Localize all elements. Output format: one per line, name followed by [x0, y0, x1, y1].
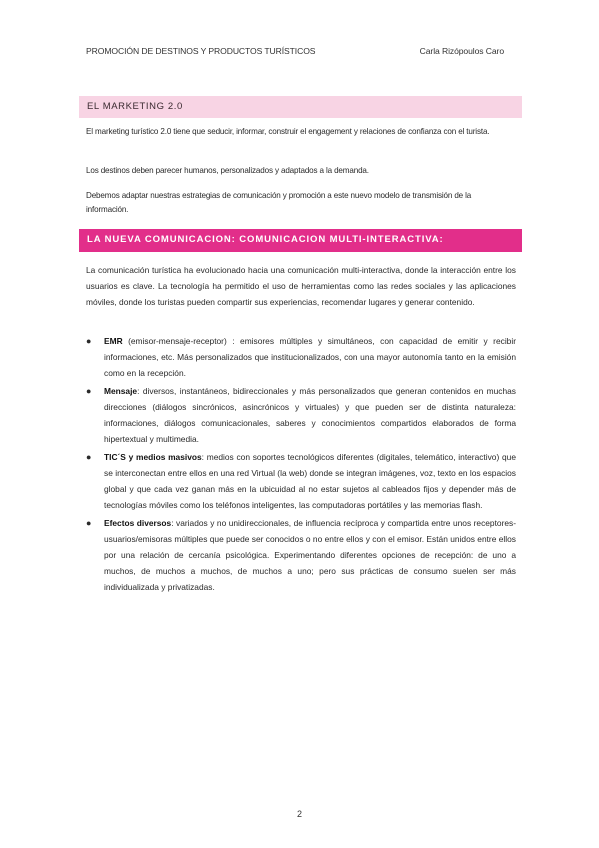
list-item-text: : medios con soportes tecnológicos diferentes (digitales, telemático, interactivo) que se interconectan entre ellos en una red Virtual (la web) donde se integran imágenes, voz, texto en los espacios global y que cada vez ganan más en la ubicuidad al no estar sujetos al cableados fijos y depender más de tecnologías móviles como los teléfonos inteligentes, las computadoras portátiles y las memorias flash. — [104, 452, 516, 510]
list-item-text: (emisor-mensaje-receptor) : emisores múltiples y simultáneos, con capacidad de emitir y recibir informaciones, etc. Más personalizados que institucionalizados, con una mayor autonomía tanto en la emisión como en la recepción. — [104, 336, 516, 378]
page-number: 2 — [296, 809, 302, 819]
bullet-icon: ● — [86, 518, 92, 528]
list-item-text: : variados y no unidireccionales, de influencia recíproca y compartida entre unos receptores-usuarios/emisoras múltiples que puede ser conocidos o no entre ellos y con el emisor. Están unidos entre ellos por una relación de cercanía psicológica. Experimentando diferentes opciones de recepción: de uno a muchos, de muchos a muchos, de muchos a uno; pero sus prácticas de consumo suelen ser más individualizada y privatizadas. — [104, 518, 516, 592]
bullet-list — [86, 333, 516, 597]
header-title: PROMOCIÓN DE DESTINOS Y PRODUCTOS TURÍSTICOS — [86, 46, 316, 56]
paragraph: Debemos adaptar nuestras estrategias de comunicación y promoción a este nuevo modelo de transmisión de la información. — [86, 191, 472, 215]
paragraph: Los destinos deben parecer humanos, personalizados y adaptados a la demanda. — [86, 166, 369, 175]
section-heading-text: LA NUEVA COMUNICACION: COMUNICACION MULTI-INTERACTIVA: — [87, 234, 444, 245]
header-author: Carla Rizópoulos Caro — [419, 46, 504, 56]
list-item-term: EMR — [104, 336, 123, 346]
intro-paragraph: La comunicación turística ha evolucionado hacia una comunicación multi-interactiva, donde la interacción entre los usuarios es clave. La tecnología ha permitido el uso de herramientas como las redes sociales y las aplicaciones móviles, donde los turistas pueden compartir sus experiencias, recomendar lugares y generar contenido. — [86, 265, 516, 307]
list-item-term: TIC´S y medios masivos — [104, 452, 202, 462]
section-heading-marketing — [79, 96, 522, 118]
list-item — [86, 383, 516, 447]
list-item-term: Mensaje — [104, 386, 138, 396]
page-header — [86, 46, 504, 56]
list-item-term: Efectos diversos — [104, 518, 172, 528]
bullet-icon: ● — [86, 452, 92, 462]
section-heading-communication — [79, 229, 522, 252]
bullet-icon: ● — [86, 386, 92, 396]
section-heading-text: EL MARKETING 2.0 — [87, 101, 183, 112]
bullet-icon: ● — [86, 336, 92, 346]
list-item — [86, 333, 516, 381]
paragraph: El marketing turístico 2.0 tiene que seducir, informar, construir el engagement y relaciones de confianza con el turista. — [86, 127, 490, 136]
list-item — [86, 449, 516, 513]
list-item-text: : diversos, instantáneos, bidireccionales y más personalizados que generan contenidos en muchas direcciones (diálogos sincrónicos, asincrónicos y virtuales) y que pueden ser de distinta naturaleza: informaciones, diálogos comunicacionales, saberes y conocimientos compartidos elaborados de forma hipertextual y multimedia. — [104, 386, 516, 444]
list-item — [86, 515, 516, 595]
